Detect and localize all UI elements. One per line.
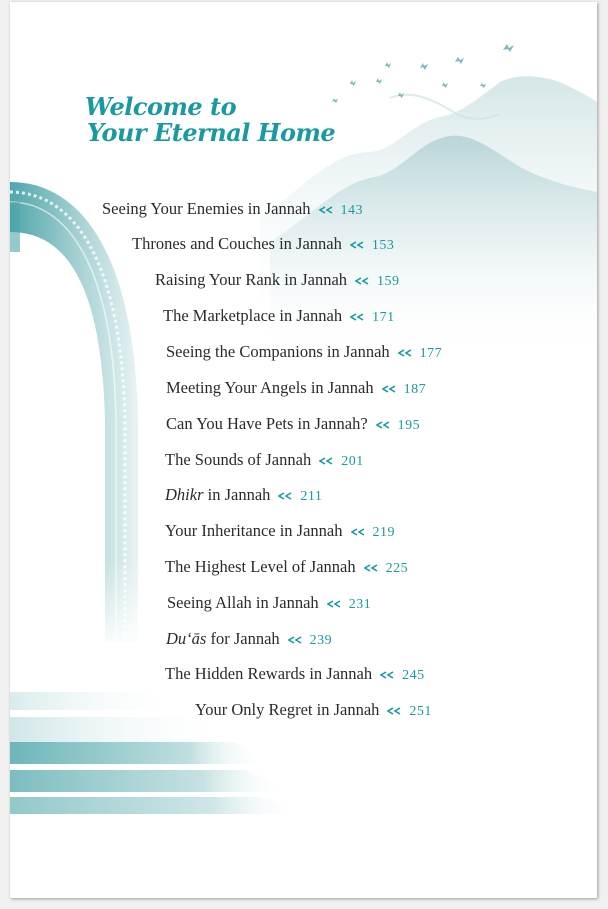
toc-entry[interactable]	[163, 306, 395, 328]
toc-entry-page: 201	[341, 454, 364, 469]
toc-entry[interactable]	[165, 521, 395, 543]
toc-entry-page: 231	[348, 597, 372, 612]
section-title	[85, 94, 335, 146]
title-line-1: Welcome to	[85, 92, 237, 121]
toc-entry-label: The Sounds of Jannah	[165, 450, 312, 469]
toc-entry-label: Raising Your Rank in Jannah	[155, 270, 348, 289]
toc-entry-page: 159	[377, 274, 400, 289]
toc-entry[interactable]	[165, 557, 408, 579]
toc-entry-label: Seeing Your Enemies in Jannah	[102, 199, 311, 218]
toc-entry[interactable]	[102, 199, 363, 221]
toc-entry[interactable]	[195, 700, 432, 722]
double-arrow-icon	[351, 528, 367, 536]
toc-entry-label: The Hidden Rewards in Jannah	[165, 664, 373, 683]
toc-entry-page: 153	[371, 238, 395, 253]
toc-entry-label-italic: Du‘ās	[166, 629, 207, 648]
title-line-2: Your Eternal Home	[87, 118, 336, 147]
double-arrow-icon	[380, 671, 396, 679]
double-arrow-icon	[350, 241, 366, 249]
toc-entry-page: 245	[402, 668, 425, 683]
double-arrow-icon	[382, 385, 398, 393]
arch	[10, 182, 150, 652]
double-arrow-icon	[288, 636, 304, 644]
book-page	[10, 2, 597, 898]
toc-entry-label: Seeing Allah in Jannah	[167, 593, 319, 612]
double-arrow-icon	[355, 277, 371, 285]
toc-entry-label-rest: in Jannah	[203, 485, 271, 504]
toc-entry-label-rest: for Jannah	[206, 629, 280, 648]
double-arrow-icon	[350, 313, 366, 321]
toc-entry-page: 195	[397, 418, 421, 433]
double-arrow-icon	[364, 564, 380, 572]
toc-entry-label: The Highest Level of Jannah	[165, 557, 356, 576]
toc-entry-page: 187	[403, 382, 427, 397]
toc-entry-label: Can You Have Pets in Jannah?	[166, 414, 368, 433]
double-arrow-icon	[327, 600, 343, 608]
toc-entry-page: 225	[385, 561, 409, 576]
toc-entry-page: 219	[372, 525, 395, 540]
toc-entry[interactable]	[166, 378, 426, 400]
toc-entry[interactable]	[132, 234, 394, 256]
toc-entry[interactable]	[165, 450, 364, 472]
toc-entry-page: 251	[409, 704, 432, 719]
double-arrow-icon	[319, 206, 335, 214]
toc-entry[interactable]	[166, 414, 420, 436]
toc-entry-page: 239	[309, 633, 333, 648]
toc-entry[interactable]	[165, 485, 322, 507]
double-arrow-icon	[319, 457, 335, 465]
toc-entry-label	[166, 629, 280, 648]
toc-entry[interactable]	[166, 629, 332, 651]
toc-entry-label: The Marketplace in Jannah	[163, 306, 343, 325]
toc-entry-label: Thrones and Couches in Jannah	[132, 234, 342, 253]
toc-entry[interactable]	[155, 270, 400, 292]
toc-entry-label-italic: Dhikr	[165, 485, 204, 504]
toc-entry-page: 211	[300, 489, 323, 504]
toc-entry-label	[165, 485, 270, 504]
toc-entry-label: Seeing the Companions in Jannah	[166, 342, 390, 361]
toc-entry[interactable]	[167, 593, 371, 615]
toc-entry-label: Meeting Your Angels in Jannah	[166, 378, 374, 397]
toc-entry-page: 171	[372, 310, 395, 325]
toc-entry-page: 177	[419, 346, 443, 361]
toc-entry-page: 143	[340, 203, 364, 218]
toc-entry[interactable]	[166, 342, 442, 364]
double-arrow-icon	[398, 349, 414, 357]
double-arrow-icon	[387, 707, 403, 715]
toc-entry[interactable]	[165, 664, 425, 686]
double-arrow-icon	[376, 421, 392, 429]
toc-entry-label: Your Only Regret in Jannah	[195, 700, 380, 719]
toc-entry-label: Your Inheritance in Jannah	[165, 521, 343, 540]
double-arrow-icon	[278, 492, 294, 500]
